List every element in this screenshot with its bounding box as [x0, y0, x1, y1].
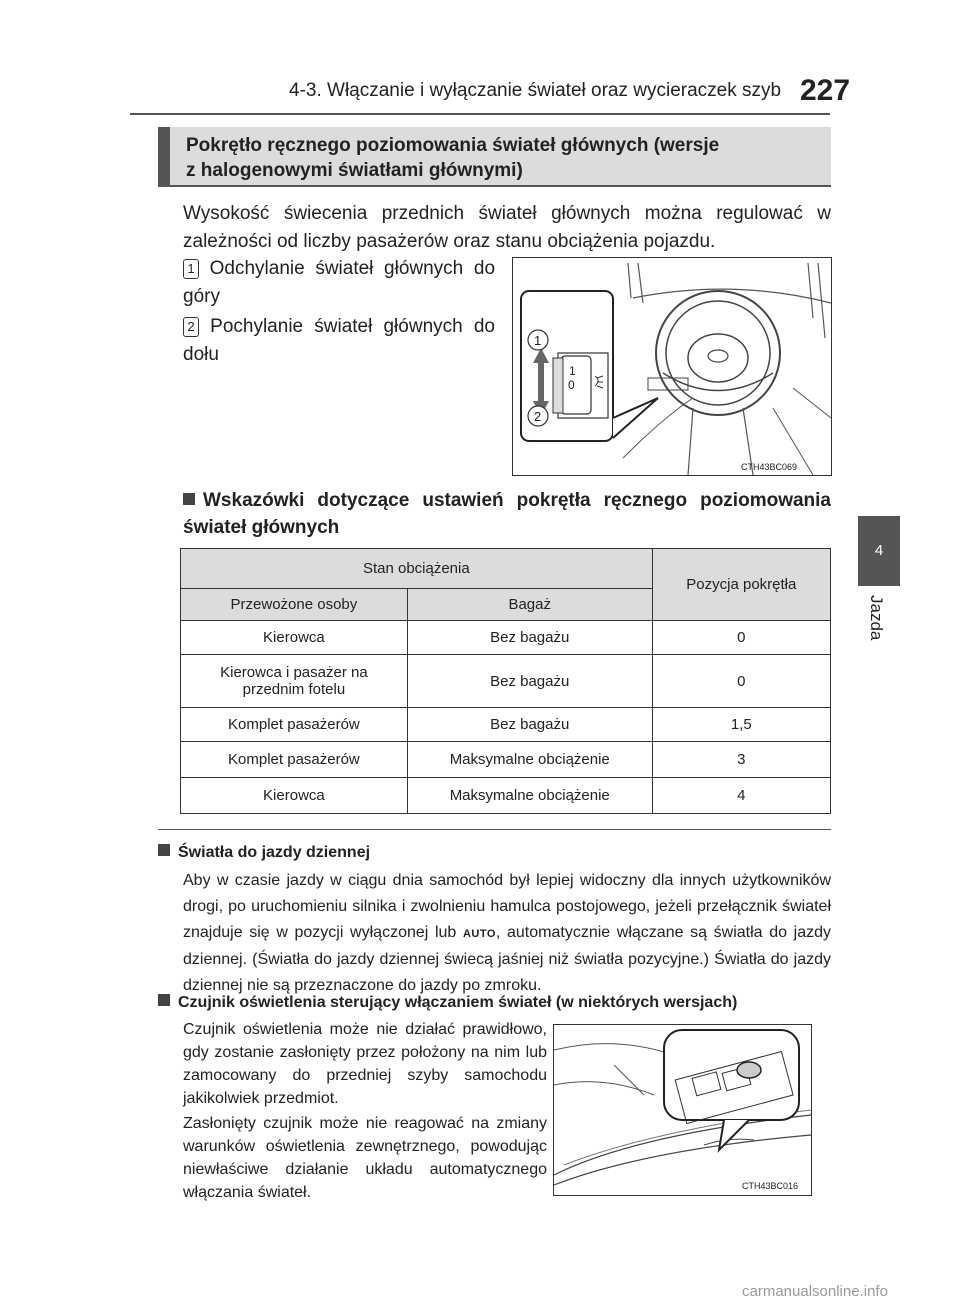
table-row: Kierowca i pasażer na przednim fotelu Bez bagażu 0 [181, 655, 831, 708]
sensor-illustration [554, 1025, 811, 1195]
chapter-label: Jazda [867, 595, 886, 641]
item-number-2: 2 [183, 317, 199, 337]
list-item-up [183, 255, 495, 311]
table-row: Kierowca Bez bagażu 0 [181, 621, 831, 655]
intro-paragraph: Wysokość świecenia przednich świateł głównych można regulować w zależności od liczby pasażerów oraz stanu obciążenia pojazdu. [183, 203, 831, 252]
table-row: Komplet pasażerów Maksymalne obciążenie 3 [181, 742, 831, 778]
light-sensor-icon [737, 1062, 761, 1078]
figure1-code: CTH43BC069 [741, 462, 798, 472]
item-text-1: Odchylanie świateł głównych do góry [183, 258, 496, 307]
table-row: Kierowca Maksymalne obciążenie 4 [181, 778, 831, 814]
figure2-code: CTH43BC016 [742, 1181, 799, 1191]
callout-1: 1 [534, 333, 542, 348]
callout-2: 2 [534, 409, 542, 424]
figure-light-sensor [553, 1024, 812, 1196]
figure-leveling-dial [512, 257, 832, 476]
table-head-position: Pozycja pokrętła [652, 549, 830, 621]
section-heading-line2: z halogenowymi światłami głównymi) [186, 160, 523, 181]
item-text-2: Pochylanie świateł głównych do dołu [183, 316, 495, 365]
sensor-paragraph-2: Zasłonięty czujnik może nie reagować na zmiany warunków oświetlenia zewnętrznego, powodując niewłaściwe działanie układu automatycznego włączania świateł. [183, 1115, 547, 1201]
section-heading-box [158, 127, 831, 187]
table-row: Komplet pasażerów Bez bagażu 1,5 [181, 708, 831, 742]
dashboard-illustration [513, 258, 831, 475]
watermark: carmanualsonline.info [742, 1283, 888, 1300]
sensor-subheading: Czujnik oświetlenia sterujący włączaniem świateł (w niektórych wersjach) [158, 991, 838, 1015]
drl-paragraph: Aby w czasie jazdy w ciągu dnia samochód był lepiej widoczny dla innych użytkowników drogi, po uruchomieniu silnika i zwolnieniu hamulca postojowego, jeżeli przełącznik świateł znajduje się w pozycji wyłączonej lub AUTO, automatycznie włączane są światła do jazdy dziennej. (Światła do jazdy dziennej świecą jaśniej niż światła pozycyjne.) Światła do jazdy dziennej nie są przeznaczone do jazdy po zmroku. [183, 872, 832, 994]
chapter-tab[interactable]: 4 [858, 516, 900, 586]
header-section-title: 4-3. Włączanie i wyłączanie świateł oraz wycieraczek szyb [289, 80, 782, 101]
tips-subheading: Wskazówki dotyczące ustawień pokrętła ręcznego poziomowania świateł głównych [183, 490, 831, 538]
header-rule [130, 113, 830, 115]
item-number-1: 1 [183, 259, 199, 279]
table-head-group: Stan obciążenia [181, 549, 653, 589]
table-head-occupants: Przewożone osoby [181, 589, 408, 621]
drl-subheading: Światła do jazdy dziennej [158, 841, 370, 865]
bullet-square-icon [183, 493, 195, 505]
section-heading-line1: Pokrętło ręcznego poziomowania świateł głównych (wersje [186, 135, 720, 156]
page-number: 227 [800, 74, 851, 107]
table-head-luggage: Bagaż [407, 589, 652, 621]
section-divider [158, 829, 831, 830]
auto-switch-icon: AUTO [462, 928, 496, 940]
bullet-square-icon [158, 994, 170, 1006]
dial-mark-1: 1 [569, 364, 576, 378]
sensor-paragraph-1: Czujnik oświetlenia może nie działać prawidłowo, gdy zostanie zasłonięty przez położony na nim lub zamocowany do przedniej szyby samochodu jakikolwiek przedmiot. [183, 1021, 547, 1107]
list-item-down [183, 313, 495, 369]
load-table [180, 548, 831, 814]
dial-mark-0: 0 [568, 378, 575, 392]
bullet-square-icon [158, 844, 170, 856]
